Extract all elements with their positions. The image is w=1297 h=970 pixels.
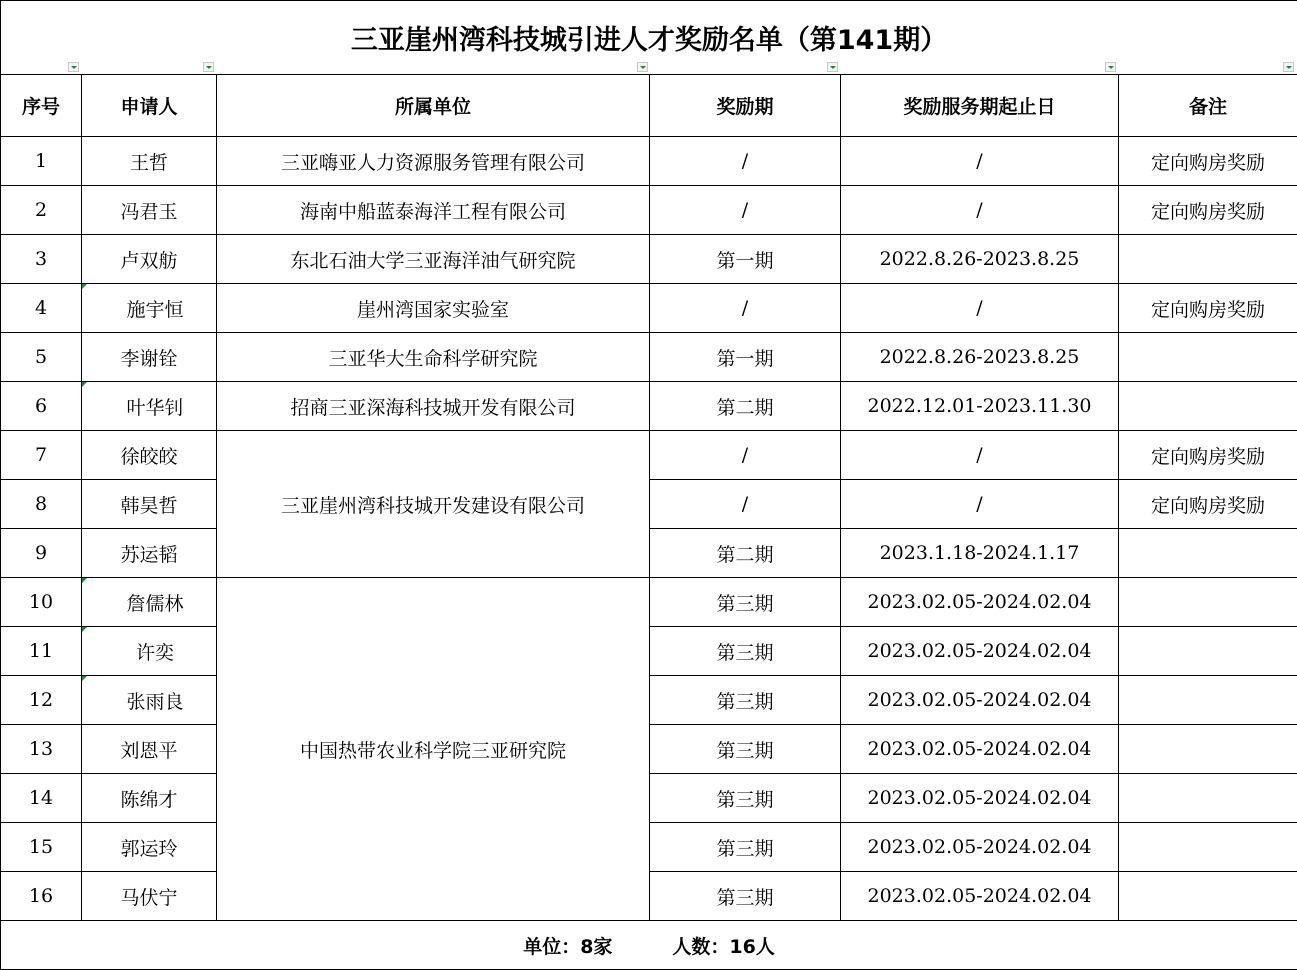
applicant-name: 施宇恒 — [126, 298, 184, 321]
header-remarks[interactable]: 备注 — [1119, 75, 1297, 137]
header-period[interactable]: 奖励期 — [650, 75, 841, 137]
seq-cell[interactable]: 16 — [1, 872, 82, 921]
applicant-name: 许奕 — [135, 641, 174, 664]
unit-cell[interactable]: 招商三亚深海科技城开发有限公司 — [217, 382, 650, 431]
table-row — [1, 235, 1297, 284]
remark-cell[interactable]: 定向购房奖励 — [1119, 431, 1297, 480]
applicant-cell[interactable]: 刘恩平 — [82, 725, 217, 774]
unit-cell[interactable]: 海南中船蓝泰海洋工程有限公司 — [217, 186, 650, 235]
seq-cell[interactable]: 8 — [1, 480, 82, 529]
page-title: 三亚崖州湾科技城引进人才奖励名单（第141期） — [350, 25, 948, 56]
seq-cell[interactable]: 10 — [1, 578, 82, 627]
period-cell[interactable]: 第三期 — [650, 725, 841, 774]
dates-cell[interactable]: / — [841, 284, 1119, 333]
table-row — [1, 480, 1297, 529]
period-cell[interactable]: / — [650, 431, 841, 480]
seq-cell[interactable]: 9 — [1, 529, 82, 578]
applicant-cell[interactable]: 陈绵才 — [82, 774, 217, 823]
seq-cell[interactable]: 6 — [1, 382, 82, 431]
applicant-cell[interactable]: 苏运韬 — [82, 529, 217, 578]
remark-cell[interactable]: 定向购房奖励 — [1119, 186, 1297, 235]
table-row — [1, 872, 1297, 921]
remark-cell[interactable] — [1119, 872, 1297, 921]
table-row — [1, 627, 1297, 676]
filter-dropdown-icon[interactable] — [203, 62, 214, 72]
remark-cell[interactable]: 定向购房奖励 — [1119, 284, 1297, 333]
remark-cell[interactable] — [1119, 676, 1297, 725]
table-row — [1, 823, 1297, 872]
period-cell[interactable]: / — [650, 137, 841, 186]
remark-cell[interactable] — [1119, 725, 1297, 774]
table-row — [1, 676, 1297, 725]
dates-cell[interactable]: 2023.02.05-2024.02.04 — [841, 774, 1119, 823]
applicant-cell[interactable] — [82, 578, 217, 627]
applicant-cell[interactable] — [82, 627, 217, 676]
dates-cell[interactable]: / — [841, 137, 1119, 186]
remark-cell[interactable]: 定向购房奖励 — [1119, 137, 1297, 186]
applicant-cell[interactable]: 王哲 — [82, 137, 217, 186]
applicant-name: 张雨良 — [126, 690, 184, 713]
table-row — [1, 431, 1297, 480]
applicant-cell[interactable]: 徐皎皎 — [82, 431, 217, 480]
header-service-dates[interactable]: 奖励服务期起止日 — [841, 75, 1119, 137]
seq-cell[interactable]: 1 — [1, 137, 82, 186]
remark-cell[interactable] — [1119, 382, 1297, 431]
filter-dropdown-icon[interactable] — [68, 62, 79, 72]
table-row — [1, 529, 1297, 578]
table-row — [1, 725, 1297, 774]
applicant-cell[interactable] — [82, 382, 217, 431]
unit-cell[interactable]: 三亚崖州湾科技城开发建设有限公司 — [217, 431, 650, 578]
dates-cell[interactable]: 2022.12.01-2023.11.30 — [841, 382, 1119, 431]
unit-cell[interactable]: 三亚华大生命科学研究院 — [217, 333, 650, 382]
remark-cell[interactable] — [1119, 774, 1297, 823]
table-row — [1, 137, 1297, 186]
applicant-cell[interactable]: 韩昊哲 — [82, 480, 217, 529]
comment-marker-icon — [82, 382, 87, 387]
dates-cell[interactable]: 2023.02.05-2024.02.04 — [841, 725, 1119, 774]
filter-dropdown-icon[interactable] — [637, 62, 648, 72]
period-cell[interactable]: / — [650, 480, 841, 529]
period-cell[interactable]: / — [650, 186, 841, 235]
seq-cell[interactable]: 4 — [1, 284, 82, 333]
remark-cell[interactable] — [1119, 235, 1297, 284]
period-cell[interactable]: 第一期 — [650, 333, 841, 382]
summary-row[interactable] — [1, 921, 1297, 970]
period-cell[interactable]: 第三期 — [650, 627, 841, 676]
title-row — [1, 1, 1297, 75]
dates-cell[interactable]: 2022.8.26-2023.8.25 — [841, 235, 1119, 284]
dates-cell[interactable]: / — [841, 186, 1119, 235]
table-row — [1, 774, 1297, 823]
header-unit[interactable]: 所属单位 — [217, 75, 650, 137]
unit-cell[interactable]: 三亚嗨亚人力资源服务管理有限公司 — [217, 137, 650, 186]
people-count: 人数：16人 — [672, 935, 775, 958]
unit-cell[interactable]: 崖州湾国家实验室 — [217, 284, 650, 333]
applicant-cell[interactable]: 郭运玲 — [82, 823, 217, 872]
seq-cell[interactable]: 5 — [1, 333, 82, 382]
period-cell[interactable]: 第三期 — [650, 774, 841, 823]
remark-cell[interactable] — [1119, 823, 1297, 872]
comment-marker-icon — [82, 284, 87, 289]
comment-marker-icon — [82, 676, 87, 681]
dates-cell[interactable]: 2023.02.05-2024.02.04 — [841, 872, 1119, 921]
seq-cell[interactable]: 7 — [1, 431, 82, 480]
seq-cell[interactable]: 14 — [1, 774, 82, 823]
dates-cell[interactable]: 2022.8.26-2023.8.25 — [841, 333, 1119, 382]
applicant-name: 詹儒林 — [126, 592, 184, 615]
period-cell[interactable]: 第三期 — [650, 872, 841, 921]
applicant-cell[interactable]: 卢双舫 — [82, 235, 217, 284]
unit-cell[interactable]: 中国热带农业科学院三亚研究院 — [217, 578, 650, 921]
table-row — [1, 186, 1297, 235]
seq-cell[interactable]: 3 — [1, 235, 82, 284]
period-cell[interactable]: 第一期 — [650, 235, 841, 284]
filter-dropdown-icon[interactable] — [1105, 62, 1116, 72]
applicant-cell[interactable]: 冯君玉 — [82, 186, 217, 235]
dates-cell[interactable]: 2023.02.05-2024.02.04 — [841, 578, 1119, 627]
unit-count: 单位：8家 — [523, 935, 613, 958]
comment-marker-icon — [82, 627, 87, 632]
period-cell[interactable]: 第二期 — [650, 382, 841, 431]
header-seq[interactable]: 序号 — [1, 75, 82, 137]
remark-cell[interactable] — [1119, 578, 1297, 627]
table-row — [1, 578, 1297, 627]
period-cell[interactable]: 第三期 — [650, 823, 841, 872]
seq-cell[interactable]: 11 — [1, 627, 82, 676]
filter-dropdown-icon[interactable] — [1283, 62, 1294, 72]
applicant-cell[interactable] — [82, 676, 217, 725]
period-cell[interactable]: / — [650, 284, 841, 333]
applicant-name: 叶华钊 — [126, 396, 184, 419]
dates-cell[interactable]: 2023.1.18-2024.1.17 — [841, 529, 1119, 578]
seq-cell[interactable]: 13 — [1, 725, 82, 774]
header-applicant[interactable]: 申请人 — [82, 75, 217, 137]
applicant-cell[interactable]: 李谢铨 — [82, 333, 217, 382]
period-cell[interactable]: 第三期 — [650, 578, 841, 627]
filter-dropdown-icon[interactable] — [827, 62, 838, 72]
remark-cell[interactable] — [1119, 333, 1297, 382]
seq-cell[interactable]: 15 — [1, 823, 82, 872]
remark-cell[interactable]: 定向购房奖励 — [1119, 480, 1297, 529]
unit-cell[interactable]: 东北石油大学三亚海洋油气研究院 — [217, 235, 650, 284]
table-row — [1, 284, 1297, 333]
table-row — [1, 333, 1297, 382]
dates-cell[interactable]: / — [841, 431, 1119, 480]
remark-cell[interactable] — [1119, 529, 1297, 578]
dates-cell[interactable]: / — [841, 480, 1119, 529]
table-row — [1, 382, 1297, 431]
dates-cell[interactable]: 2023.02.05-2024.02.04 — [841, 823, 1119, 872]
applicant-cell[interactable]: 马伏宁 — [82, 872, 217, 921]
seq-cell[interactable]: 2 — [1, 186, 82, 235]
applicant-cell[interactable] — [82, 284, 217, 333]
period-cell[interactable]: 第二期 — [650, 529, 841, 578]
comment-marker-icon — [82, 578, 87, 583]
seq-cell[interactable]: 12 — [1, 676, 82, 725]
dates-cell[interactable]: 2023.02.05-2024.02.04 — [841, 627, 1119, 676]
remark-cell[interactable] — [1119, 627, 1297, 676]
dates-cell[interactable]: 2023.02.05-2024.02.04 — [841, 676, 1119, 725]
header-row — [1, 75, 1297, 137]
period-cell[interactable]: 第三期 — [650, 676, 841, 725]
